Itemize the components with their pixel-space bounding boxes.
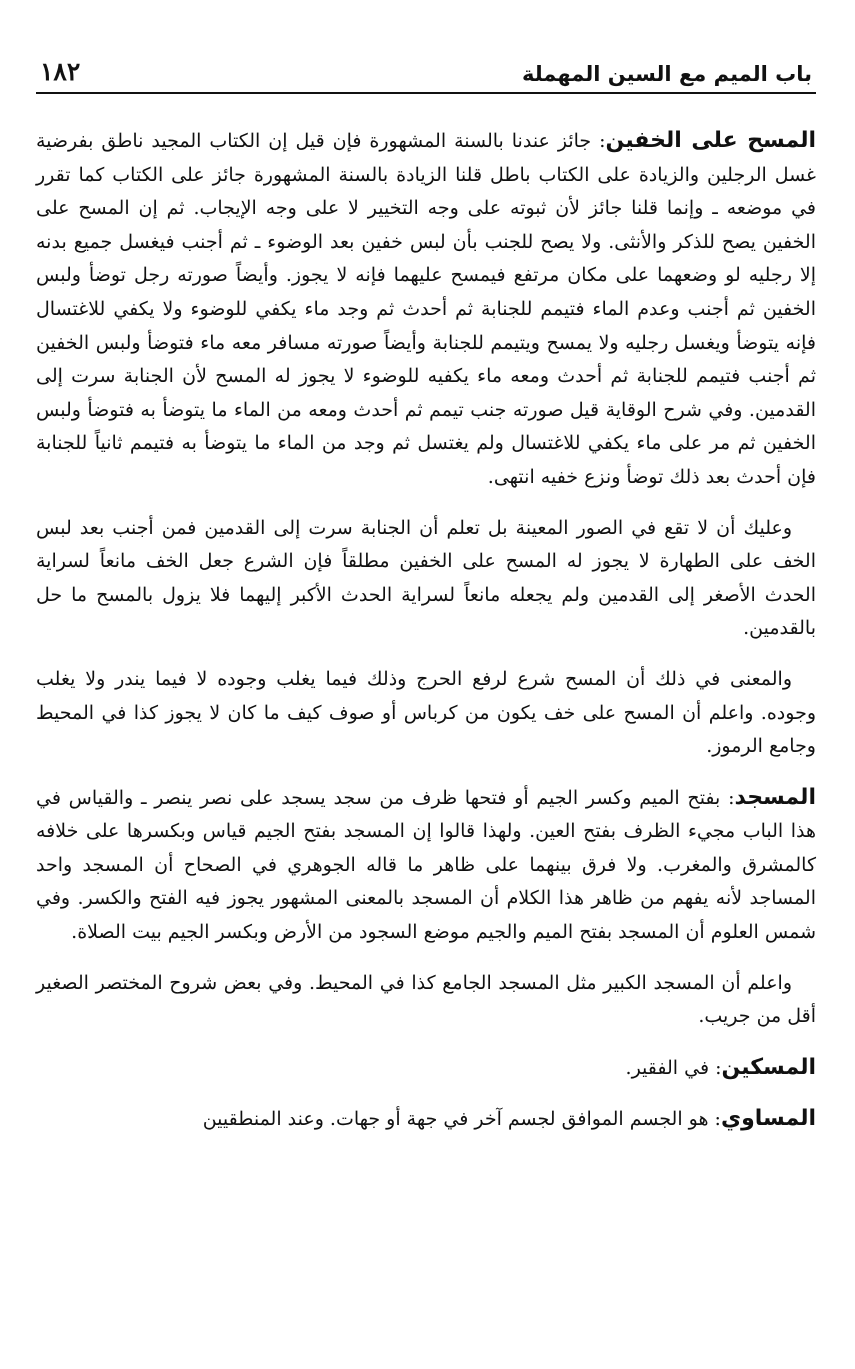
entry-paragraph [36,781,816,950]
book-page [36,58,816,1348]
paragraph-text: وعليك أن لا تقع في الصور المعينة بل تعلم أن الجنابة سرت إلى القدمين فمن أجنب بعد لبس الخف على الطهارة لا يجوز له المسح على الخفين مطلقاً فإن الشرع جعل الخف مانعاً لسراية الحدث الأصغر إلى القدمين ولم يجعله مانعاً لسراية الحدث الأكبر إليهما فلا يزول بالمسح ما حل بالقدمين. [36,516,816,640]
paragraph-text: والمعنى في ذلك أن المسح شرع لرفع الحرج وذلك فيما يغلب وجوده لا فيما يندر ولا يغلب وجوده. واعلم أن المسح على خف يكون من كرباس أو صوف كيف ما كان لا يجوز كذا في المحيط وجامع الرموز. [36,667,816,758]
paragraph [36,663,816,764]
page-number: ١٨٢ [40,57,81,86]
entry-paragraph [36,124,816,495]
entry-text: : هو الجسم الموافق لجسم آخر في جهة أو جهات. وعند المنطقيين [202,1108,721,1131]
page-header [36,58,816,94]
paragraph [36,512,816,646]
page-body [36,124,816,1137]
paragraph [36,967,816,1034]
paragraph-text: واعلم أن المسجد الكبير مثل المسجد الجامع كذا في المحيط. وفي بعض شروح المختصر الصغير أقل من جريب. [36,971,816,1028]
entry-headword: المسجد [734,784,816,810]
entry-headword: المساوي [720,1106,816,1132]
entry-text: : بفتح الميم وكسر الجيم أو فتحها ظرف من سجد يسجد على نصر ينصر ـ والقياس في هذا الباب مجيء الظرف بفتح العين. ولهذا قالوا إن المسجد بفتح الجيم قياس وبكسرها على خلافه كالمشرق والمغرب. ولا فرق بينهما على ظاهر ما قاله الجوهري في الصحاح أن المسجد واحد المساجد لأنه يفهم من ظاهر هذا الكلام أن المسجد بالمعنى المشهور يجوز فيه الفتح والكسر. وفي شمس العلوم أن المسجد بفتح الميم والجيم موضع السجود من الأرض وبكسر الجيم بيت الصلاة. [36,786,816,944]
entry-text: : في الفقير. [625,1056,722,1079]
entry-text: : جائز عندنا بالسنة المشهورة فإن قيل إن الكتاب المجيد ناطق بفرضية غسل الرجلين والزيادة على الكتاب باطل قلنا الزيادة بالسنة المشهورة جائز على الكتاب كما تقرر في موضعه ـ وإنما قلنا جائز لأن ثبوته على وجه التخيير لا على وجه الإيجاب. ثم إن المسح على الخفين يصح للذكر والأنثى. ولا يصح للجنب بأن لبس خفين بعد الوضوء ـ ثم أجنب فيغسل جميع بدنه إلا رجليه لو وضعهما على مكان مرتفع فيمسح عليهما فإنه لا يجوز. وأيضاً صورته رجل توضأ ولبس الخفين ثم أجنب وعدم الماء فتيمم للجنابة ثم أحدث ثم وجد ماء يكفي للوضوء ولا يكفي للاغتسال فإنه يتوضأ ويغسل رجليه ولا يمسح ويتيمم للجنابة وأيضاً صورته مسافر معه ماء فتوضأ ولبس الخفين ثم أجنب فتيمم للجنابة ثم أحدث ومعه ماء يكفيه للوضوء لا يجوز له المسح لأن الجنابة سرت إلى القدمين. وفي شرح الوقاية قيل صورته جنب تيمم ثم أحدث ومعه من الماء ما يتوضأ به فتوضأ ولبس الخفين ثم مر على ماء يكفي للاغتسال ولم يغتسل ثم وجد من الماء ما يتوضأ به فتيمم ثانياً للجنابة فإن أحدث بعد ذلك توضأ ونزع خفيه انتهى. [36,130,817,488]
entry-headword: المسكين [721,1054,816,1080]
entry-paragraph [36,1102,816,1137]
entry-paragraph [36,1051,816,1086]
entry-headword: المسح على الخفين [605,128,816,153]
running-head: باب الميم مع السين المهملة [521,62,812,86]
